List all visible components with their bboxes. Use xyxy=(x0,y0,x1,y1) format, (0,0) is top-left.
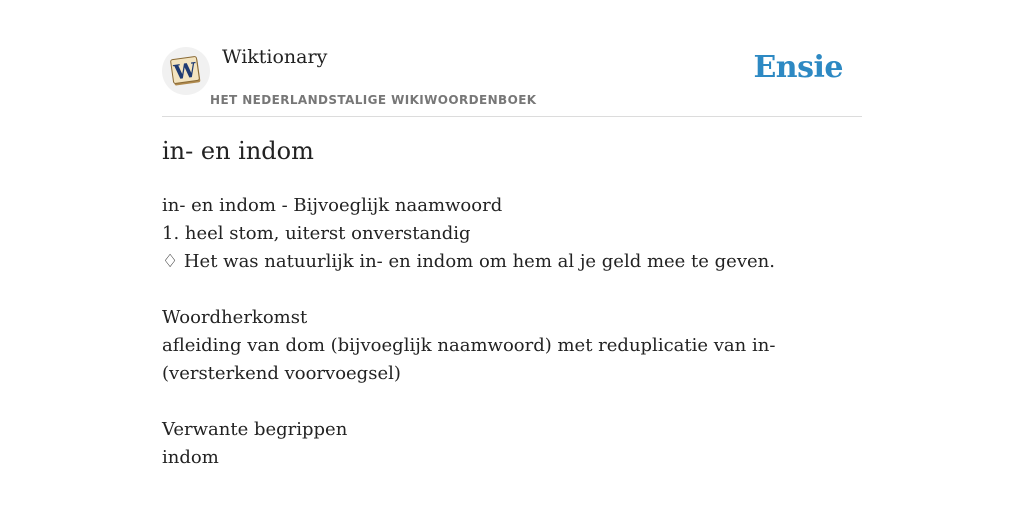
spacer xyxy=(162,388,862,416)
example-sentence: ♢ Het was natuurlijk in- en indom om hem al je geld mee te geven. xyxy=(162,251,775,272)
site-name[interactable]: Wiktionary xyxy=(222,46,328,68)
related-heading: Verwante begrippen xyxy=(162,419,348,440)
wiktionary-logo-icon[interactable] xyxy=(162,47,210,95)
brand-logo[interactable]: Ensie xyxy=(753,50,843,85)
definition-text: 1. heel stom, uiterst onverstandig xyxy=(162,223,471,244)
related-term[interactable]: indom xyxy=(162,447,219,468)
logo-letter: W xyxy=(172,57,198,85)
page-container xyxy=(162,0,862,468)
site-tagline: HET NEDERLANDSTALIGE WIKIWOORDENBOEK xyxy=(210,93,537,107)
etymology-text: afleiding van dom (bijvoeglijk naamwoord) met reduplicatie van in- (versterkend voorvoegsel) xyxy=(162,335,776,384)
entry-content xyxy=(162,192,862,472)
site-header xyxy=(162,0,862,117)
spacer xyxy=(162,276,862,304)
definition-heading: in- en indom - Bijvoeglijk naamwoord xyxy=(162,195,503,216)
page-title: in- en indom xyxy=(162,137,314,165)
etymology-heading: Woordherkomst xyxy=(162,307,308,328)
